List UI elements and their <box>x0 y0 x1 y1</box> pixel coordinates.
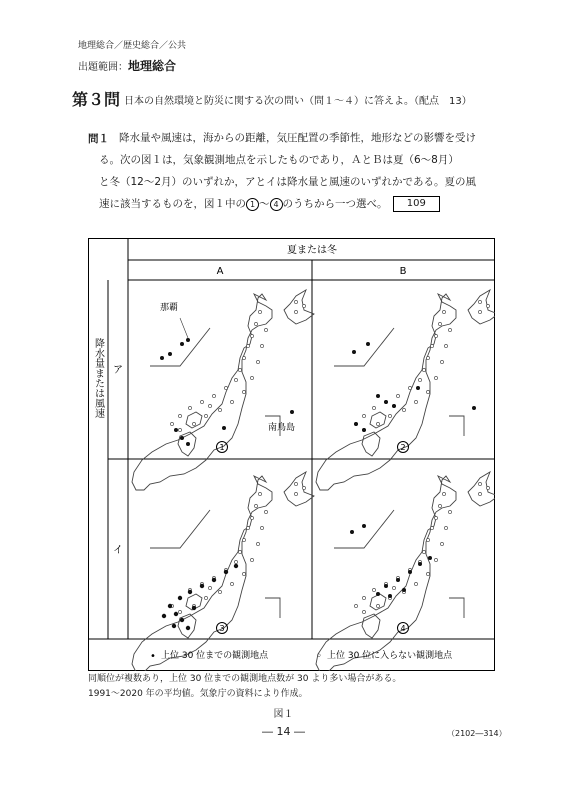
note-2: 1991～2020 年の平均値。気象庁の資料により作成。 <box>88 689 308 699</box>
sub-line-2: る。次の図１は，気象観測地点を示したものであり，ＡとＢは夏（6～8月） <box>99 154 459 166</box>
row-a-label: ア <box>113 365 123 376</box>
sub-line-1: 降水量や風速は，海からの距離，気圧配置の季節性，地形などの影響を受け <box>119 132 476 144</box>
row-i-label: イ <box>113 545 123 556</box>
sub-question-body <box>99 127 499 215</box>
map-2-number-badge <box>398 442 409 453</box>
legend-open-dot: ◦ <box>316 651 322 662</box>
map-4 <box>316 472 495 671</box>
page-code: （2102―314） <box>447 729 507 738</box>
label-minamitorishima: 南鳥島 <box>268 423 296 433</box>
wave-dash: ～ <box>259 198 270 210</box>
map-4-number: 4 <box>400 624 406 633</box>
sub-line-3: と冬（12～2月）のいずれか，アとイは降水量と風速のいずれかである。夏の風 <box>99 176 477 188</box>
header-subjects: 地理総合／歴史総合／公共 <box>78 41 187 51</box>
figure-svg <box>88 238 495 671</box>
figure-1 <box>88 238 495 671</box>
map-3-number: 3 <box>219 624 225 633</box>
map-3 <box>132 472 314 671</box>
col-header: 夏または冬 <box>287 245 337 256</box>
circled-1: 1 <box>246 198 259 211</box>
question-number: 第３問 <box>72 90 121 109</box>
page-number: ― 14 ― <box>262 725 305 738</box>
legend-open-label: 上位 30 位に入らない観測地点 <box>327 651 453 661</box>
map-2-number: 2 <box>400 443 406 452</box>
circled-4: 4 <box>270 198 283 211</box>
range-label: 出題範囲： <box>78 62 128 73</box>
sub-line-4b: のうちから一つ選べ。 <box>282 198 383 210</box>
map-3-number-badge <box>217 623 228 634</box>
sub-question-number: 問１ <box>88 133 109 145</box>
sub-line-4 <box>99 193 499 215</box>
legend-filled-dot: • <box>150 651 156 662</box>
col-b-label: B <box>399 266 407 277</box>
range-value: 地理総合 <box>128 59 177 73</box>
sub-line-4a: 速に該当するものを，図１中の <box>99 198 246 210</box>
map-1-number: 1 <box>219 443 225 452</box>
map-1 <box>132 290 314 490</box>
note-1: 同順位が複数あり，上位 30 位までの観測地点数が 30 より多い場合がある。 <box>88 674 402 684</box>
question-lead: 日本の自然環境と防災に関する次の問い（問１～４）に答えよ。（配点 13） <box>124 96 472 107</box>
label-naha: 那覇 <box>160 303 179 313</box>
map-2 <box>316 290 495 490</box>
col-a-label: A <box>216 266 224 277</box>
map-1-number-badge <box>217 442 228 453</box>
legend-filled-label: 上位 30 位までの観測地点 <box>161 651 269 661</box>
figure-notes <box>88 672 401 702</box>
header-range <box>78 57 176 74</box>
figure-caption: 図１ <box>273 709 294 720</box>
row-header: 降水量または風速 <box>92 338 104 418</box>
answer-box: 109 <box>393 196 440 212</box>
